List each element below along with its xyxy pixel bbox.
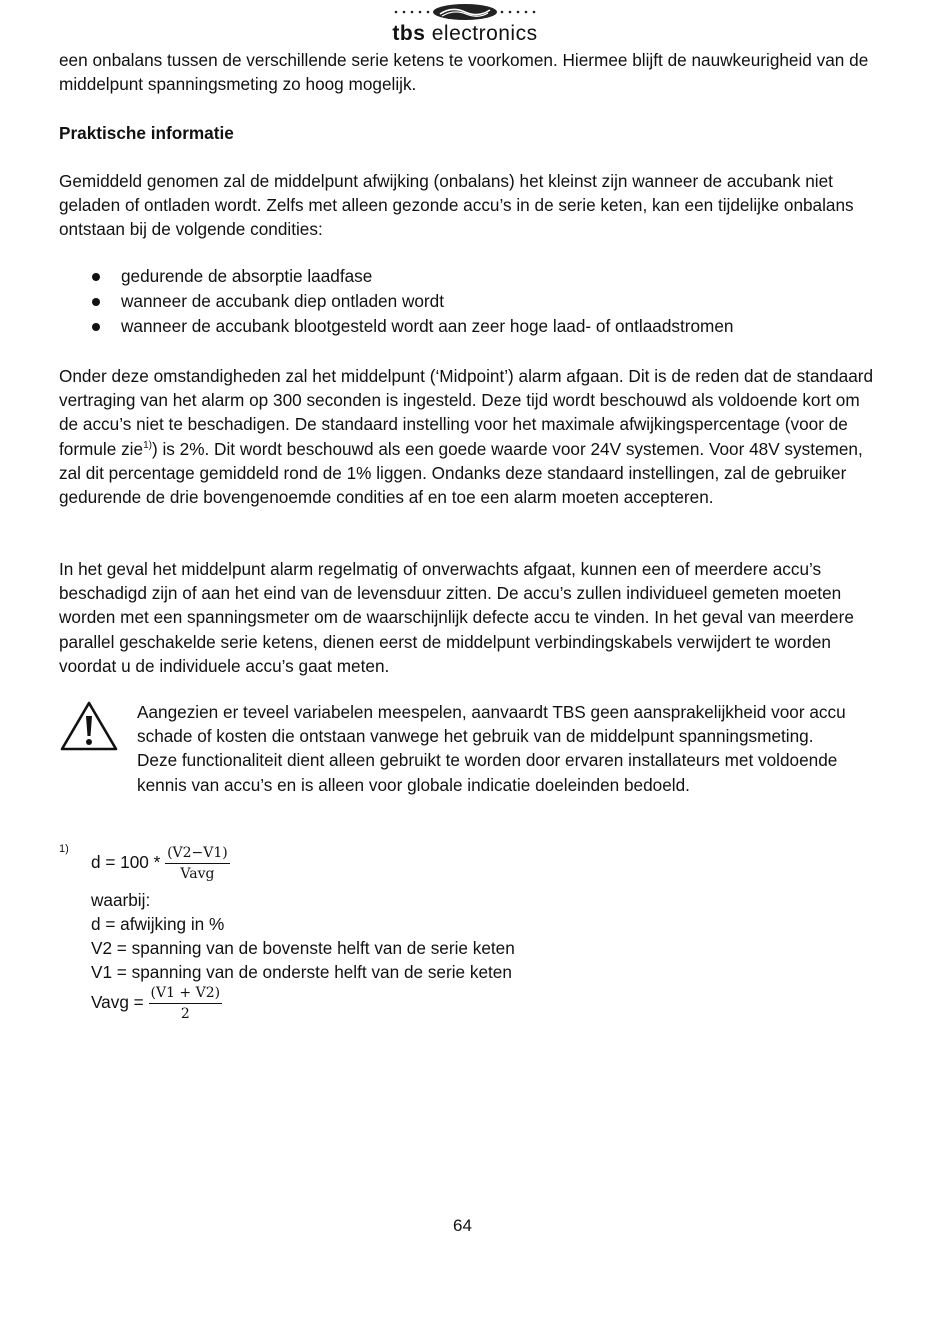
vavg-numerator: (V1 + V2) [149,984,223,1004]
list-item-text: gedurende de absorptie laadfase [121,266,373,286]
brand-logo [390,2,540,46]
vavg-lhs: Vavg = [91,992,149,1013]
formula-lhs: d = 100 * [91,852,166,873]
section-heading: Praktische informatie [59,123,234,143]
vavg-denominator: 2 [180,1006,190,1022]
conditions-list [59,264,859,339]
paragraph-text: Onder deze omstandigheden zal het middelpunt (‘Midpoint’) alarm afgaan. Dit is de reden dat de standaard vertraging van het alarm op 300 seconden is ingesteld. Deze tijd wordt beschouwd als voldoende kort om de accu’s niet te beschadigen. De standaard instelling voor het maximale afwijkingspercentage (voor de formule zie [59,366,874,459]
formula-fraction [165,844,230,883]
warning-triangle-icon [59,700,119,752]
definition-d: d = afwijking in % [91,914,225,934]
bullet-icon [92,273,100,281]
paragraph-midpoint-alarm [59,364,879,509]
formula-numerator: (V2−V1) [165,844,230,864]
vavg-formula [91,984,222,1023]
list-item-text: wanneer de accubank diep ontladen wordt [121,291,444,311]
intro-paragraph: een onbalans tussen de verschillende serie ketens te voorkomen. Hiermee blijft de nauwkeurigheid van de middelpunt spanningsmeting zo hoog mogelijk. [59,50,869,95]
list-item [59,314,859,339]
page-number: 64 [453,1216,472,1235]
where-label: waarbij: [91,890,151,910]
formula-denominator: Vavg [180,866,215,882]
brand-bold: tbs [392,22,426,45]
paragraph-text-continued: ) is 2%. Dit wordt beschouwd als een goede waarde voor 24V systemen. Voor 48V systemen, zal dit percentage gemiddeld rond de 1% liggen. Ondanks deze standaard instellingen, zal de gebruiker gedurende de drie bovengenoemde condities af en toe een alarm moeten accepteren. [59,438,863,508]
footnote-reference: 1) [143,439,152,451]
brand-rest: electronics [425,22,538,45]
list-item [59,289,859,314]
warning-text: Aangezien er teveel variabelen meespelen, aanvaardt TBS geen aansprakelijkheid voor accu schade of kosten die ontstaan vanwege het gebruik van de middelpunt spanningsmeting. Deze functionaliteit dient alleen gebruikt te worden door ervaren installateurs met voldoende kennis van accu’s en is alleen voor globale indicatie doeleinden bedoeld. [137,702,846,795]
list-item [59,264,859,289]
brand-wordmark [390,22,540,46]
deviation-formula [91,844,230,883]
logo-emblem-icon [390,4,540,20]
definition-v2: V2 = spanning van de bovenste helft van de serie keten [91,938,515,958]
definition-v1: V1 = spanning van de onderste helft van de serie keten [91,962,512,982]
footnote-marker: 1) [59,843,69,855]
bullet-icon [92,298,100,306]
bullet-icon [92,323,100,331]
vavg-fraction [149,984,223,1023]
paragraph-unexpected-alarm: In het geval het middelpunt alarm regelmatig of onverwachts afgaat, kunnen een of meerdere accu’s beschadigd zijn of aan het eind van de levensduur zitten. De accu’s zullen individueel gemeten moeten worden met een spanningsmeter om de waarschijnlijk defecte accu te vinden. In het geval van meerdere parallel geschakelde serie ketens, dienen eerst de middelpunt verbindingskabels verwijdert te worden voordat u de individuele accu’s gaat meten. [59,559,854,676]
paragraph-conditions: Gemiddeld genomen zal de middelpunt afwijking (onbalans) het kleinst zijn wanneer de accubank niet geladen of ontladen wordt. Zelfs met alleen gezonde accu’s in de serie keten, kan een tijdelijke onbalans ontstaan bij de volgende condities: [59,171,854,240]
list-item-text: wanneer de accubank blootgesteld wordt aan zeer hoge laad- of ontlaadstromen [121,316,734,336]
